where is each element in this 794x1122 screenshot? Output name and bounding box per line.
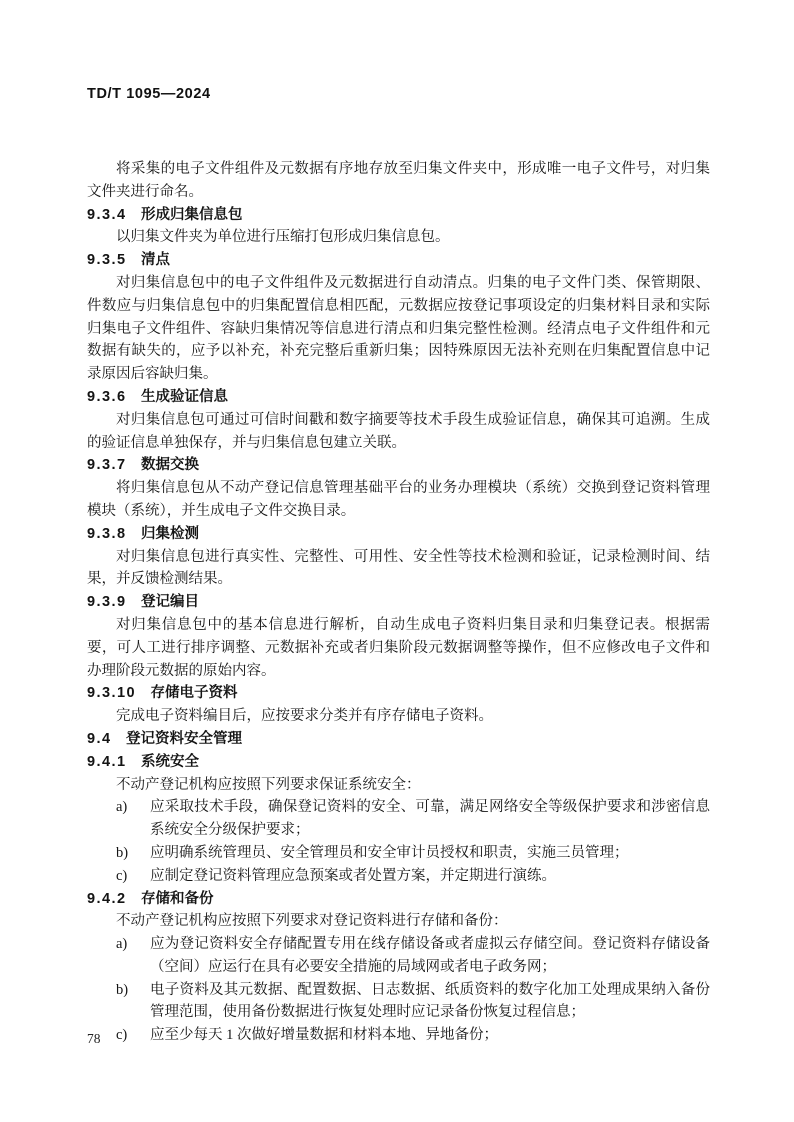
subsection-heading-9-4-2: [87, 888, 710, 911]
heading-number: 9.4: [87, 730, 112, 747]
heading-title: 生成验证信息: [141, 388, 228, 405]
list-item-a: [87, 796, 710, 842]
heading-number: 9.4.1: [87, 753, 127, 770]
paragraph: 对归集信息包中的电子文件组件及元数据进行自动清点。归集的电子文件门类、保管期限、件数应与归集信息包中的归集配置信息相匹配，元数据应按登记事项设定的归集材料目录和实际归集电子文件组件、容缺归集情况等信息进行清点和归集完整性检测。经清点电子文件组件和元数据有缺失的，应予以补充，补充完整后重新归集；因特殊原因无法补充则在归集配置信息中记录原因后容缺归集。: [87, 274, 710, 383]
list-item-c: [87, 865, 710, 888]
paragraph: 不动产登记机构应按照下列要求保证系统安全：: [116, 776, 421, 793]
list-item-text: 应采取技术手段，确保登记资料的安全、可靠，满足网络安全等级保护要求和涉密信息系统安全分级保护要求；: [150, 799, 710, 839]
subsection-heading-9-3-10: [87, 682, 710, 705]
subsection-heading-9-3-5: [87, 249, 710, 272]
heading-number: 9.3.10: [87, 685, 137, 702]
heading-number: 9.4.2: [87, 890, 127, 907]
subsection-heading-9-3-6: [87, 386, 710, 409]
subsection-heading-9-3-8: [87, 523, 710, 546]
list-item-text: 应为登记资料安全存储配置专用在线存储设备或者虚拟云存储空间。登记资料存储设备（空间）应运行在具有必要安全措施的局域网或者电子政务网；: [150, 936, 710, 975]
list-item-b: [87, 979, 710, 1025]
list-item-a: [87, 933, 710, 979]
list-item-text: 电子资料及其元数据、配置数据、日志数据、纸质资料的数字化加工处理成果纳入备份管理范围，使用备份数据进行恢复处理时应记录备份恢复过程信息；: [150, 981, 710, 1021]
heading-number: 9.3.6: [87, 388, 127, 405]
paragraph: 对归集信息包进行真实性、完整性、可用性、安全性等技术检测和验证，记录检测时间、结果，并反馈检测结果。: [87, 548, 710, 588]
heading-title: 系统安全: [141, 753, 199, 770]
list-item-label: a): [116, 936, 128, 953]
list-item-b: [87, 842, 710, 865]
heading-number: 9.3.9: [87, 594, 127, 611]
list-item-label: a): [116, 799, 128, 816]
subsection-heading-9-3-9: [87, 591, 710, 614]
heading-title: 数据交换: [141, 457, 199, 474]
paragraph: 对归集信息包中的基本信息进行解析，自动生成电子资料归集目录和归集登记表。根据需要，可人工进行排序调整、元数据补充或者归集阶段元数据调整等操作，但不应修改电子文件和办理阶段元数据的原始内容。: [87, 616, 710, 679]
doc-number: TD/T 1095—2024: [87, 86, 211, 102]
heading-title: 登记编目: [141, 594, 199, 611]
heading-title: 清点: [141, 252, 170, 269]
heading-title: 形成归集信息包: [141, 206, 243, 223]
section-heading-9-4: [87, 728, 710, 751]
heading-title: 登记资料安全管理: [126, 730, 243, 747]
page-number: 78: [87, 1031, 101, 1046]
document-body: [87, 158, 710, 1047]
paragraph: 对归集信息包可通过可信时间戳和数字摘要等技术手段生成验证信息，确保其可追溯。生成的验证信息单独保存，并与归集信息包建立关联。: [87, 411, 710, 451]
heading-title: 归集检测: [141, 525, 199, 542]
subsection-heading-9-4-1: [87, 751, 710, 774]
list-item-label: b): [116, 981, 129, 998]
list-item-label: b): [116, 844, 129, 861]
subsection-heading-9-3-7: [87, 454, 710, 477]
list-item-c: [87, 1024, 710, 1047]
heading-number: 9.3.8: [87, 525, 127, 542]
heading-title: 存储和备份: [141, 890, 214, 907]
paragraph: 将归集信息包从不动产登记信息管理基础平台的业务办理模块（系统）交换到登记资料管理模块（系统），并生成电子文件交换目录。: [87, 480, 710, 519]
paragraph: 将采集的电子文件组件及元数据有序地存放至归集文件夹中，形成唯一电子文件号，对归集文件夹进行命名。: [87, 161, 710, 200]
list-item-label: c): [116, 1027, 128, 1044]
list-item-text: 应明确系统管理员、安全管理员和安全审计员授权和职责，实施三员管理；: [150, 844, 629, 861]
paragraph: 以归集文件夹为单位进行压缩打包形成归集信息包。: [116, 229, 450, 246]
list-item-text: 应制定登记资料管理应急预案或者处置方案，并定期进行演练。: [150, 867, 556, 884]
list-item-text: 应至少每天 1 次做好增量数据和材料本地、异地备份；: [150, 1027, 498, 1044]
heading-number: 9.3.7: [87, 457, 127, 474]
heading-number: 9.3.4: [87, 206, 127, 223]
list-item-label: c): [116, 867, 128, 884]
subsection-heading-9-3-4: [87, 204, 710, 227]
heading-title: 存储电子资料: [150, 685, 238, 702]
paragraph: 不动产登记机构应按照下列要求对登记资料进行存储和备份：: [116, 913, 508, 930]
paragraph: 完成电子资料编目后，应按要求分类并有序存储电子资料。: [116, 708, 493, 725]
heading-number: 9.3.5: [87, 252, 127, 269]
